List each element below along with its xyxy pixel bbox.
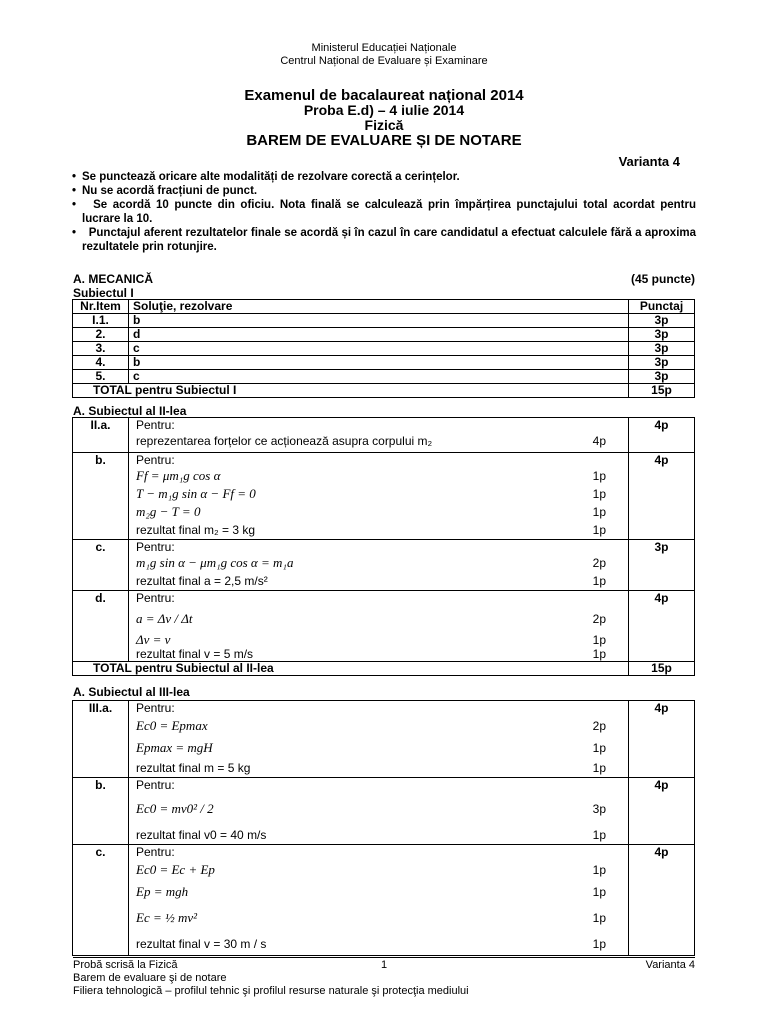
- table-row: [73, 370, 695, 384]
- section-heading: [73, 272, 695, 286]
- rules-list: [72, 170, 696, 254]
- item-points: 4p: [629, 701, 695, 778]
- table-row: [73, 328, 695, 342]
- item-number: c.: [73, 540, 129, 591]
- total-points: 15p: [629, 662, 695, 676]
- exam-title: Examenul de bacalaureat național 2014: [244, 87, 524, 104]
- line: T − m₁g sin α − Ff = 0 1p: [136, 486, 606, 501]
- item-points: 3p: [629, 370, 695, 384]
- line: m₁g sin α − μm₁g cos α = m₁a 2p: [136, 555, 606, 570]
- line: rezultat final v = 30 m / s 1p: [136, 937, 606, 951]
- answer: d: [129, 328, 629, 342]
- line: reprezentarea forțelor ce acționează asupra corpului m₂ 4p: [136, 434, 606, 448]
- table-row: [73, 418, 695, 453]
- line: rezultat final m = 5 kg 1p: [136, 761, 606, 775]
- rule-item: • Nu se acordă fracțiuni de punct.: [72, 185, 258, 197]
- subject-name: Fizică: [364, 117, 404, 133]
- bullet-icon: •: [72, 199, 77, 211]
- line: rezultat final v = 5 m/s 1p: [136, 647, 606, 661]
- variant-label: Varianta 4: [618, 154, 680, 169]
- line: Pentru:: [136, 540, 175, 554]
- item-points: 4p: [629, 591, 695, 662]
- solution-cell: [129, 845, 629, 956]
- line: Pentru:: [136, 701, 175, 715]
- bullet-icon: •: [72, 171, 77, 183]
- item-number: 3.: [73, 342, 129, 356]
- table-row: [73, 778, 695, 845]
- line: Ff = μm₁g cos α 1p: [136, 468, 606, 483]
- item-points: 3p: [629, 540, 695, 591]
- answer: b: [129, 314, 629, 328]
- solution-cell: [129, 591, 629, 662]
- solution-cell: [129, 418, 629, 453]
- column-header: Nr.Item: [73, 300, 129, 314]
- footer-track: Filiera tehnologică – profilul tehnic şi profilul resurse naturale şi protecţia mediului: [73, 985, 469, 997]
- item-number: III.a.: [73, 701, 129, 778]
- item-points: 3p: [629, 314, 695, 328]
- table-row: [73, 356, 695, 370]
- item-points: 4p: [629, 453, 695, 540]
- line: Pentru:: [136, 591, 175, 605]
- line: Ec0 = Epmax 2p: [136, 718, 606, 733]
- solution-cell: [129, 778, 629, 845]
- subiect2-table: [72, 417, 695, 676]
- subiect1-table: [72, 299, 695, 398]
- answer: c: [129, 370, 629, 384]
- page-number: 1: [381, 959, 388, 971]
- line: Ec = ½ mv² 1p: [136, 910, 606, 925]
- item-points: 3p: [629, 356, 695, 370]
- total-label: TOTAL pentru Subiectul I: [73, 384, 629, 398]
- ministry-header: [0, 42, 768, 68]
- rule-item: • Se acordă 10 puncte din oficiu. Nota finală se calculează prin împărțirea punctajului total acordat pentru lucrare la 10.: [72, 199, 697, 225]
- line: Ec0 = Ec + Ep 1p: [136, 862, 606, 877]
- item-number: II.a.: [73, 418, 129, 453]
- line: m₂g − T = 0 1p: [136, 504, 606, 519]
- answer: c: [129, 342, 629, 356]
- footer-variant: Varianta 4: [645, 959, 695, 971]
- column-header: Punctaj: [629, 300, 695, 314]
- subiect3-table: [72, 700, 695, 956]
- item-points: 3p: [629, 342, 695, 356]
- bullet-icon: •: [72, 227, 77, 239]
- footer-barem: Barem de evaluare şi de notare: [73, 972, 227, 984]
- page-footer: [73, 957, 695, 998]
- column-header: Soluţie, rezolvare: [129, 300, 629, 314]
- subiect1-heading: Subiectul I: [73, 286, 134, 300]
- item-number: 5.: [73, 370, 129, 384]
- line: rezultat final v0 = 40 m/s 1p: [136, 828, 606, 842]
- line: a = Δv / Δt 2p: [136, 611, 606, 626]
- answer: b: [129, 356, 629, 370]
- item-points: 3p: [629, 328, 695, 342]
- footer-exam: Probă scrisă la Fizică: [73, 959, 178, 971]
- subiect2-heading: A. Subiectul al II-lea: [73, 404, 187, 418]
- table-row: [73, 591, 695, 662]
- line: Δv = v 1p: [136, 632, 606, 647]
- item-number: 4.: [73, 356, 129, 370]
- total-label: TOTAL pentru Subiectul al II-lea: [73, 662, 629, 676]
- item-number: b.: [73, 778, 129, 845]
- item-points: 4p: [629, 778, 695, 845]
- line: Epmax = mgH 1p: [136, 740, 606, 755]
- item-number: b.: [73, 453, 129, 540]
- table-row: [73, 342, 695, 356]
- item-number: I.1.: [73, 314, 129, 328]
- item-number: d.: [73, 591, 129, 662]
- item-points: 4p: [629, 418, 695, 453]
- bullet-icon: •: [72, 185, 77, 197]
- total-row: [73, 384, 695, 398]
- center-name: Centrul Național de Evaluare și Examinare: [280, 55, 488, 67]
- line: rezultat final m₂ = 3 kg 1p: [136, 523, 606, 537]
- item-points: 4p: [629, 845, 695, 956]
- line: rezultat final a = 2,5 m/s² 1p: [136, 574, 606, 588]
- item-number: c.: [73, 845, 129, 956]
- line: Ec0 = mv0² / 2 3p: [136, 801, 606, 816]
- solution-cell: [129, 540, 629, 591]
- line: Ep = mgh 1p: [136, 884, 606, 899]
- table-header-row: [73, 300, 695, 314]
- section-title: A. MECANICĂ: [73, 272, 153, 286]
- total-row: [73, 662, 695, 676]
- exam-date: Proba E.d) – 4 iulie 2014: [303, 102, 465, 118]
- line: Pentru:: [136, 418, 175, 432]
- table-row: [73, 701, 695, 778]
- line: Pentru:: [136, 778, 175, 792]
- table-row: [73, 540, 695, 591]
- ministry-name: Ministerul Educației Naționale: [311, 42, 457, 54]
- solution-cell: [129, 453, 629, 540]
- rule-item: • Punctajul aferent rezultatelor finale se acordă și în cazul în care candidatul a efectuat calculele fără a aproxima rezultatele prin rotunjire.: [72, 227, 697, 253]
- total-points: 15p: [629, 384, 695, 398]
- section-points: (45 puncte): [630, 272, 695, 286]
- table-row: [73, 845, 695, 956]
- exam-titles: [0, 88, 768, 148]
- table-row: [73, 314, 695, 328]
- line: Pentru:: [136, 845, 175, 859]
- barem-title: BAREM DE EVALUARE ȘI DE NOTARE: [246, 132, 522, 149]
- rule-item: • Se punctează oricare alte modalități de rezolvare corectă a cerințelor.: [72, 171, 460, 183]
- line: Pentru:: [136, 453, 175, 467]
- solution-cell: [129, 701, 629, 778]
- table-row: [73, 453, 695, 540]
- item-number: 2.: [73, 328, 129, 342]
- subiect3-heading: A. Subiectul al III-lea: [73, 685, 190, 699]
